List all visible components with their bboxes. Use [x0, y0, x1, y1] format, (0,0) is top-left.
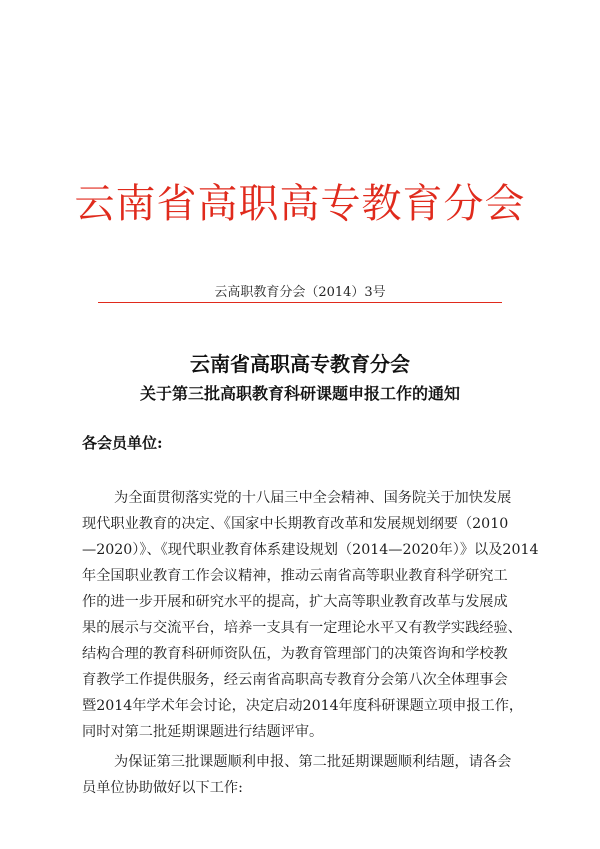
notice-title-org: 云南省高职高专教育分会 — [190, 352, 410, 376]
paragraph-line: 为保证第三批课题顺利申报、第二批延期课题顺利结题，请各会 — [114, 754, 512, 770]
document-number: 云高职教育分会（2014）3号 — [214, 285, 386, 300]
paragraph-line: 果的展示与交流平台，培养一支具有一定理论水平又有教学实践经验、 — [82, 620, 522, 636]
paragraph-line: 为全面贯彻落实党的十八届三中全会精神、国务院关于加快发展 — [114, 490, 512, 506]
paragraph-line: 暨2014年学术年会讨论，决定启动2014年度科研课题立项申报工作， — [82, 698, 524, 714]
paragraph-line: —2020）》、《现代职业教育体系建设规划（2014—2020年）》以及2014 — [82, 542, 539, 558]
paragraph-line: 现代职业教育的决定、《国家中长期教育改革和发展规划纲要（2010 — [82, 516, 509, 532]
paragraph-line: 年全国职业教育工作会议精神，推动云南省高等职业教育科学研究工 — [82, 568, 508, 584]
header-divider — [98, 302, 502, 303]
paragraph-line: 育教学工作提供服务，经云南省高职高专教育分会第八次全体理事会 — [82, 672, 508, 688]
salutation: 各会员单位: — [82, 434, 163, 452]
paragraph-line: 同时对第二批延期课题进行结题评审。 — [82, 724, 324, 740]
organization-header: 云南省高职高专教育分会 — [74, 181, 526, 227]
paragraph-line: 结构合理的教育科研师资队伍，为教育管理部门的决策咨询和学校教 — [82, 646, 508, 662]
paragraph-line: 员单位协助做好以下工作: — [82, 780, 243, 796]
notice-title-subject: 关于第三批高职教育科研课题申报工作的通知 — [139, 384, 460, 403]
paragraph-line: 作的进一步开展和研究水平的提高，扩大高等职业教育改革与发展成 — [82, 594, 508, 610]
